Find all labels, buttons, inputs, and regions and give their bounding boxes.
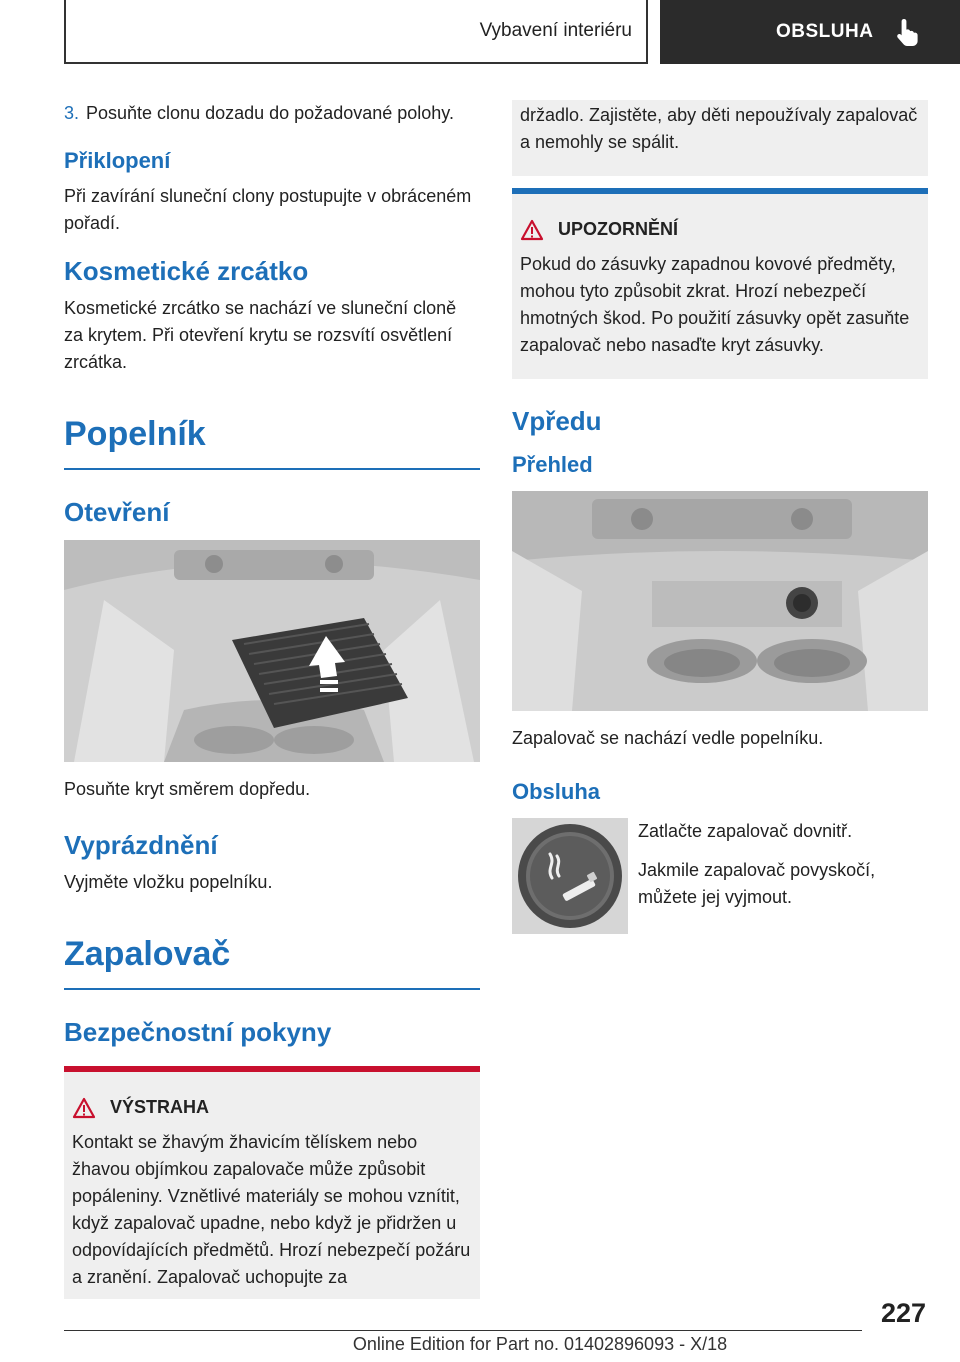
- cigarette-lighter-icon: [512, 818, 628, 934]
- page-number: 227: [880, 1298, 926, 1328]
- heading-opening: Otevření: [64, 497, 170, 527]
- heading-mirror: Kosmetické zrcátko: [64, 256, 309, 286]
- warning-label: VÝSTRAHA: [110, 1097, 210, 1117]
- heading-folding: Přiklopení: [64, 148, 171, 173]
- left-column: [64, 100, 480, 1299]
- step-text: Posuňte clonu dozadu do požadované polohy.: [86, 103, 454, 123]
- notice-box: [512, 188, 928, 379]
- warning-triangle-icon: [520, 219, 544, 241]
- header-section: [64, 0, 648, 64]
- warning-continued: [512, 100, 928, 176]
- opening-caption: Posuňte kryt směrem dopředu.: [64, 779, 311, 799]
- step-3: [64, 100, 480, 127]
- notice-title: [520, 216, 920, 243]
- heading-safety: Bezpečnostní pokyny: [64, 1017, 332, 1047]
- warning-text: Kontakt se žhavým žhavicím tělískem nebo žhavou objímkou zapalovače může způsobit popáleniny. Vznětlivé materiály se mohou vznítit, když zapalovač upadne, nebo když je přidržen u odpovídajících předmětů. Hrozí nebezpečí požáru a zranění. Zapalovač uchopujte za: [72, 1132, 471, 1287]
- warning-continued-text: držadlo. Zajistěte, aby děti nepoužívaly zapalovač a nemohly se spálit.: [520, 105, 918, 152]
- warning-box: [64, 1066, 480, 1299]
- header-chapter: [660, 0, 960, 64]
- warning-triangle-icon: [72, 1097, 96, 1119]
- ashtray-illustration: [64, 540, 480, 762]
- overview-caption: Zapalovač se nachází vedle popelníku.: [512, 728, 824, 748]
- heading-ashtray: Popelník: [64, 412, 480, 470]
- heading-operation: Obsluha: [512, 779, 601, 804]
- heading-lighter: Zapalovač: [64, 932, 480, 990]
- folding-text: Při zavírání sluneční clony postupujte v obráceném pořadí.: [64, 186, 472, 233]
- ashtray-image: [64, 540, 480, 762]
- footer-divider: [64, 1330, 862, 1331]
- footer-edition: Online Edition for Part no. 01402896093 - X/18: [352, 1334, 728, 1354]
- lighter-illustration: [512, 491, 928, 711]
- notice-text: Pokud do zásuvky zapadnou kovové předměty, mohou tyto způsobit zkrat. Hrozí nebezpečí hmotných škod. Po použití zásuvky opět zasuňte zapalovač nebo nasaďte kryt zásuvky.: [520, 254, 910, 355]
- operation-text: [638, 818, 928, 934]
- hand-pointer-icon: [895, 17, 921, 47]
- lighter-image: [512, 491, 928, 711]
- heading-overview: Přehled: [512, 452, 593, 477]
- mirror-text: Kosmetické zrcátko se nachází ve sluneční cloně za krytem. Při otevření krytu se rozsvítí osvětlení zrcátka.: [64, 298, 457, 372]
- notice-label: UPOZORNĚNÍ: [558, 219, 679, 239]
- operation-text-1: Zatlačte zapalovač dovnitř.: [638, 821, 853, 841]
- header-section-title: Vybavení interiéru: [479, 20, 632, 41]
- lighter-button-image: [512, 818, 628, 934]
- operation-block: [512, 818, 928, 934]
- emptying-text: Vyjměte vložku popelníku.: [64, 872, 273, 892]
- heading-emptying: Vyprázdnění: [64, 830, 218, 860]
- heading-front: Vpředu: [512, 406, 602, 436]
- step-number: 3.: [64, 103, 80, 123]
- right-column: [512, 100, 928, 934]
- header-chapter-title: OBSLUHA: [776, 21, 874, 42]
- warning-title: [72, 1094, 472, 1121]
- operation-text-2: Jakmile zapalovač povyskočí, můžete jej vyjmout.: [638, 860, 876, 907]
